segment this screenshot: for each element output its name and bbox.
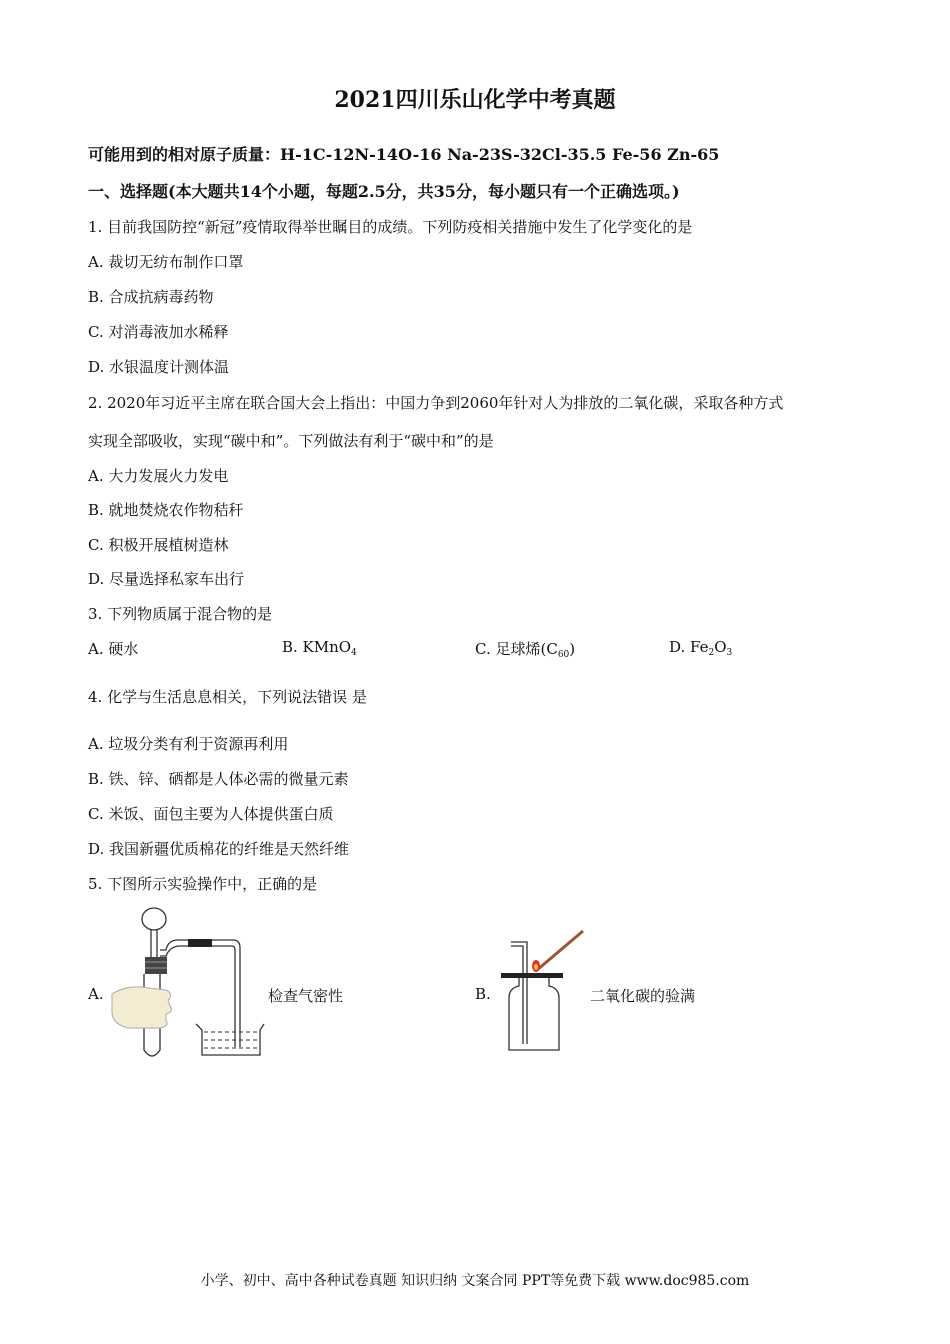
q3-option-d-mid: O <box>714 638 727 656</box>
q3-option-b <box>282 638 357 658</box>
q5-option-b-label: B. <box>475 985 491 1003</box>
q2-option-d: D. 尽量选择私家车出行 <box>88 570 245 588</box>
q3-option-c-text: C. 足球烯(C <box>475 640 558 658</box>
q2-option-a: A. 大力发展火力发电 <box>88 467 229 485</box>
page-title: 2021四川乐山化学中考真题 <box>334 87 616 113</box>
q3-stem: 3. 下列物质属于混合物的是 <box>88 605 273 623</box>
q5-option-b-caption: 二氧化碳的验满 <box>590 987 696 1005</box>
section-heading: 一、选择题(本大题共14个小题，每题2.5分，共35分，每小题只有一个正确选项。) <box>88 182 680 201</box>
q2-option-b: B. 就地焚烧农作物秸秆 <box>88 501 244 519</box>
q5-option-a-caption: 检查气密性 <box>268 987 344 1005</box>
q3-option-c <box>475 638 575 660</box>
q1-option-c: C. 对消毒液加水稀释 <box>88 323 229 341</box>
q4-stem: 4. 化学与生活息息相关，下列说法错误 是 <box>88 688 367 706</box>
q3-option-a: A. 硬水 <box>88 640 139 658</box>
q3-option-b-subscript: 4 <box>351 648 357 658</box>
q2-stem-line2: 实现全部吸收，实现“碳中和”。下列做法有利于“碳中和”的是 <box>88 432 494 450</box>
q3-option-b-text: B. KMnO <box>282 638 352 656</box>
airtightness-check-figure <box>108 902 278 1062</box>
q1-option-a: A. 裁切无纺布制作口罩 <box>88 253 244 271</box>
q3-option-d-subscript-1: 2 <box>708 648 715 658</box>
q3-option-c-suffix: ) <box>569 640 576 658</box>
q3-option-d-subscript-2: 3 <box>726 648 733 658</box>
q4-option-a: A. 垃圾分类有利于资源再利用 <box>88 735 289 753</box>
q3-option-d-text: D. Fe <box>669 638 709 656</box>
q4-option-c: C. 米饭、面包主要为人体提供蛋白质 <box>88 805 334 823</box>
q2-option-c: C. 积极开展植树造林 <box>88 536 229 554</box>
q3-option-d <box>669 638 732 658</box>
q5-option-a-label: A. <box>88 985 104 1003</box>
q2-stem-line1: 2. 2020年习近平主席在联合国大会上指出：中国力争到2060年针对人为排放的二氧化碳，采取各种方式 <box>88 394 784 412</box>
q4-option-b: B. 铁、锌、硒都是人体必需的微量元素 <box>88 770 349 788</box>
page-footer: 小学、初中、高中各种试卷真题 知识归纳 文案合同 PPT等免费下载 www.doc985.com <box>200 1273 750 1289</box>
q1-option-d: D. 水银温度计测体温 <box>88 358 230 376</box>
q3-option-c-subscript: 60 <box>557 650 570 660</box>
q1-option-b: B. 合成抗病毒药物 <box>88 288 214 306</box>
q4-option-d: D. 我国新疆优质棉花的纤维是天然纤维 <box>88 840 350 858</box>
co2-full-check-figure <box>493 928 593 1056</box>
q1-stem: 1. 目前我国防控“新冠”疫情取得举世瞩目的成绩。下列防疫相关措施中发生了化学变化的是 <box>88 218 693 236</box>
atomic-mass-line: 可能用到的相对原子质量：H-1C-12N-14O-16 Na-23S-32Cl-35.5 Fe-56 Zn-65 <box>88 145 720 164</box>
q5-stem: 5. 下图所示实验操作中，正确的是 <box>88 875 318 893</box>
